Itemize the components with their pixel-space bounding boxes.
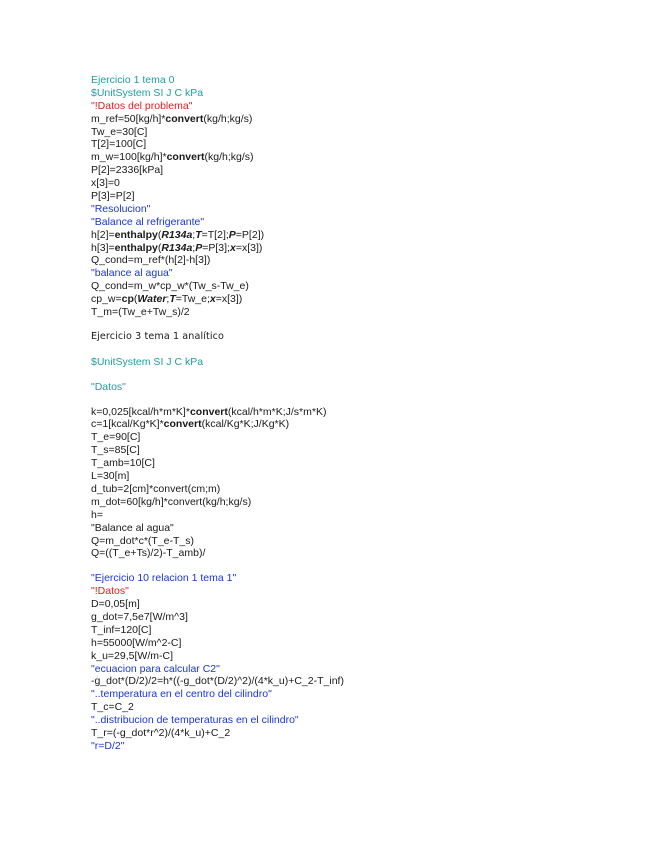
code-line: x[3]=0: [91, 177, 120, 190]
code-line: Q_cond=m_ref*(h[2]-h[3]): [91, 254, 211, 267]
comment-line: "..temperatura en el centro del cilindro": [91, 688, 272, 701]
code-line: Q=m_dot*c*(T_e-T_s): [91, 534, 194, 547]
comment-line: "Balance al agua": [91, 521, 174, 534]
code-line: P[2]=2336[kPa]: [91, 164, 164, 177]
comment-line: "Datos": [91, 380, 126, 393]
code-line: cp_w=cp(Water;T=Tw_e;x=x[3]): [91, 293, 243, 306]
code-line: T[2]=100[C]: [91, 138, 147, 151]
comment-line: "ecuacion para calcular C2": [91, 662, 220, 675]
code-line: T_e=90[C]: [91, 431, 141, 444]
section-title: Ejercicio 1 tema 0: [91, 74, 175, 86]
code-line: T_m=(Tw_e+Tw_s)/2: [91, 306, 190, 319]
comment-line: "!Datos del problema": [91, 99, 193, 112]
code-line: T_c=C_2: [91, 701, 134, 714]
code-line: m_w=100[kg/h]*convert(kg/h;kg/s): [91, 151, 254, 164]
code-line: g_dot=7,5e7[W/m^3]: [91, 610, 188, 623]
code-line: h[2]=enthalpy(R134a;T=T[2];P=P[2]): [91, 228, 265, 241]
code-line: Q_cond=m_w*cp_w*(Tw_s-Tw_e): [91, 280, 249, 293]
code-line: T_amb=10[C]: [91, 457, 155, 470]
code-line: h[3]=enthalpy(R134a;P=P[3];x=x[3]): [91, 241, 263, 254]
code-line: T_r=(-g_dot*r^2)/(4*k_u)+C_2: [91, 726, 231, 739]
code-line: c=1[kcal/Kg*K]*convert(kcal/Kg*K;J/Kg*K): [91, 418, 290, 431]
code-line: k_u=29,5[W/m-C]: [91, 649, 173, 662]
code-line: D=0,05[m]: [91, 598, 140, 611]
comment-line: "r=D/2": [91, 739, 125, 752]
section-title: "Ejercicio 10 relacion 1 tema 1": [91, 572, 237, 585]
code-line: L=30[m]: [91, 470, 130, 483]
code-line: h=: [91, 508, 103, 521]
code-line: -g_dot*(D/2)/2=h*((-g_dot*(D/2)^2)/(4*k_u)+C_2-T_inf): [91, 675, 344, 688]
code-line: h=55000[W/m^2-C]: [91, 636, 182, 649]
document-body: [91, 74, 611, 753]
code-line: m_dot=60[kg/h]*convert(kg/h;kg/s): [91, 495, 252, 508]
unit-system-directive: $UnitSystem SI J C kPa: [91, 355, 204, 368]
code-line: Q=((T_e+Ts)/2)-T_amb)/: [91, 547, 206, 560]
code-line: k=0,025[kcal/h*m*K]*convert(kcal/h*m*K;J/s*m*K): [91, 405, 327, 418]
comment-line: "..distribucion de temperaturas en el cilindro": [91, 714, 299, 727]
code-line: T_inf=120[C]: [91, 623, 152, 636]
comment-line: "balance al agua": [91, 267, 173, 280]
code-line: m_ref=50[kg/h]*convert(kg/h;kg/s): [91, 112, 253, 125]
code-line: T_s=85[C]: [91, 444, 140, 457]
section-heading: Ejercicio 3 tema 1 analítico: [91, 330, 224, 342]
code-line: d_tub=2[cm]*convert(cm;m): [91, 482, 221, 495]
comment-line: "Balance al refrigerante": [91, 215, 205, 228]
code-line: Tw_e=30[C]: [91, 125, 148, 138]
comment-line: "!Datos": [91, 585, 129, 598]
unit-system-directive: $UnitSystem SI J C kPa: [91, 86, 204, 99]
code-line: P[3]=P[2]: [91, 190, 135, 203]
comment-line: "Resolucion": [91, 202, 151, 215]
